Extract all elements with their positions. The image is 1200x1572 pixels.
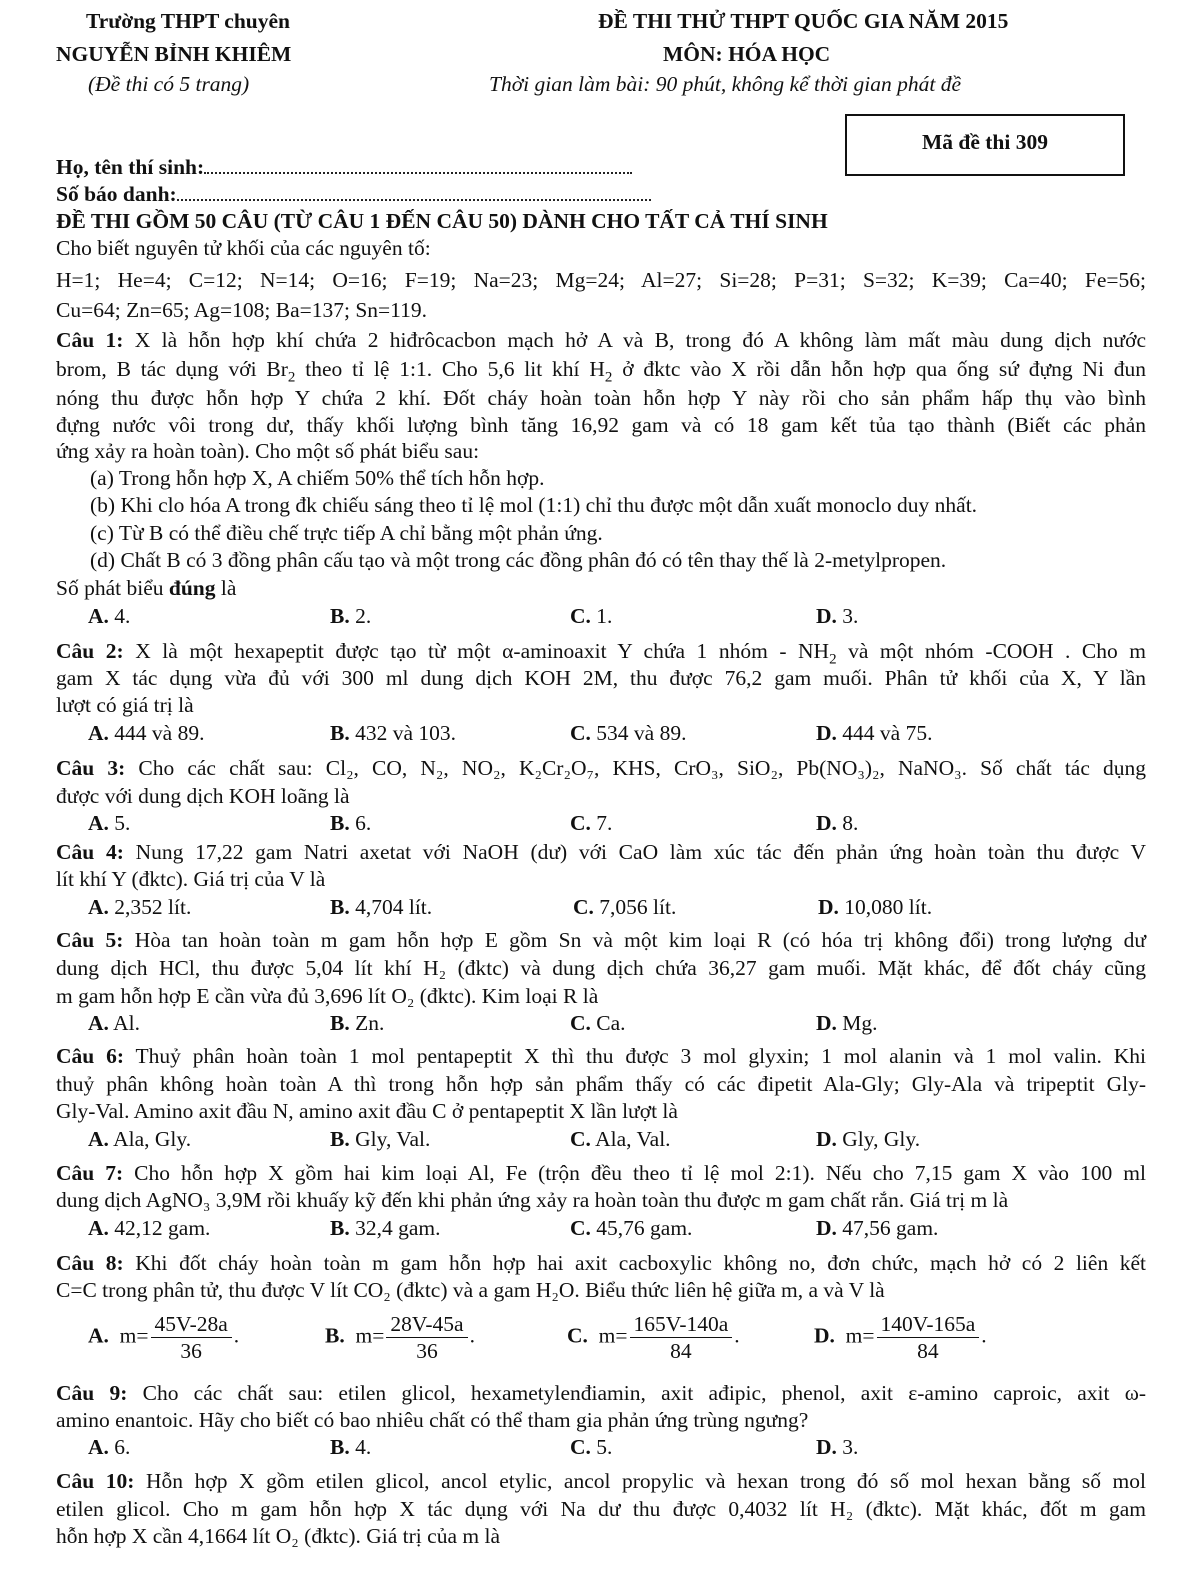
candidate-name-blank[interactable] — [204, 158, 632, 174]
option-text: 8. — [842, 811, 859, 835]
option-text: 444 và 89. — [114, 721, 205, 745]
candidate-id-label: Số báo danh: — [56, 182, 177, 206]
candidate-id-blank[interactable] — [177, 185, 651, 201]
formula-lhs: m= — [598, 1323, 628, 1348]
question-3-line2: được với dung dịch KOH loãng là — [56, 784, 350, 808]
option-text: Mg. — [842, 1011, 878, 1035]
option-text: Ala, Val. — [595, 1127, 671, 1151]
question-1-line2 — [56, 355, 1146, 384]
question-9-option-c[interactable] — [570, 1434, 612, 1460]
question-3-text1: Cho các chất sau: Cl₂, CO, N₂, NO₂, K₂Cr₂O₇, KHS, CrO₃, SiO₂, Pb(NO₃)₂, NaNO₃. Số chất tác dụng — [138, 756, 1147, 780]
option-text: Gly, Val. — [355, 1127, 431, 1151]
subscript: 2 — [287, 369, 296, 386]
option-text: 4,704 lít. — [355, 895, 433, 919]
question-1-statement-a: (a) Trong hỗn hợp X, A chiếm 50% thể tích hỗn hợp. — [90, 466, 545, 490]
formula-end: . — [469, 1323, 475, 1348]
option-letter: B. — [330, 1216, 350, 1240]
question-6-line1 — [56, 1042, 1146, 1071]
question-1-line4: đựng nước vôi trong dư, thấy khối lượng bình tăng 16,92 gam và có 18 gam kết tủa tạo thành (Biết các phản — [56, 413, 1146, 437]
candidate-id-row — [56, 181, 651, 207]
question-6-line2: thuỷ phân không hoàn toàn A thì trong hỗn hợp sản phẩm thấy có các đipetit Ala-Gly; Gly-Ala và tripeptit Gly- — [56, 1072, 1146, 1096]
option-text: 32,4 gam. — [355, 1216, 441, 1240]
option-text: 444 và 75. — [842, 721, 933, 745]
question-6-line3: Gly-Val. Amino axit đầu N, amino axit đầu C ở pentapeptit X lần lượt là — [56, 1099, 678, 1123]
question-1-text2b: theo tỉ lệ 1:1. Cho 5,6 lit khí H — [295, 357, 605, 381]
question-6-text1: Thuỷ phân hoàn toàn 1 mol pentapeptit X thì thu được 3 mol glyxin; 1 mol alanin và 1 mol valin. Khi — [135, 1044, 1146, 1068]
question-2-text1b: và một nhóm -COOH . Cho m — [836, 639, 1147, 663]
option-letter: B. — [330, 895, 350, 919]
question-1-ask — [56, 575, 236, 601]
question-3-option-c[interactable] — [570, 810, 612, 836]
question-7-option-c[interactable] — [570, 1215, 692, 1241]
question-1-line3: nóng thu được hỗn hợp Y chứa 2 khí. Đốt cháy hoàn toàn hỗn hợp Y này rồi cho sản phẩm hấp thụ vào bình — [56, 386, 1146, 410]
fraction-denominator: 84 — [670, 1339, 692, 1363]
question-5-option-a[interactable] — [88, 1010, 140, 1036]
formula-fraction — [151, 1311, 232, 1364]
formula-fraction — [386, 1311, 467, 1364]
question-1-line5: ứng xảy ra hoàn toàn). Cho một số phát biểu sau: — [56, 439, 480, 463]
question-7-option-d[interactable] — [816, 1215, 938, 1241]
fraction-denominator: 36 — [180, 1339, 202, 1363]
question-8-line2: C=C trong phân tử, thu được V lít CO₂ (đktc) và a gam H₂O. Biểu thức liên hệ giữa m, a và V là — [56, 1278, 885, 1302]
fraction-denominator: 36 — [416, 1339, 438, 1363]
option-text: 5. — [114, 811, 131, 835]
question-1-option-d[interactable] — [816, 603, 858, 629]
question-3-option-d[interactable] — [816, 810, 858, 836]
question-1-option-a[interactable] — [88, 603, 130, 629]
fraction-numerator: 45V-28a — [151, 1311, 232, 1338]
option-text: 7. — [596, 811, 613, 835]
formula-fraction — [630, 1311, 733, 1364]
question-1-line1 — [56, 326, 1146, 355]
formula-lhs: m= — [119, 1323, 149, 1348]
question-8-option-a[interactable] — [88, 1311, 239, 1364]
exam-code: Mã đề thi 309 — [921, 130, 1048, 154]
question-6-option-a[interactable] — [88, 1126, 191, 1152]
question-9-option-d[interactable] — [816, 1434, 858, 1460]
question-9-line1 — [56, 1379, 1146, 1408]
option-text: 3. — [842, 604, 859, 628]
pages-note: (Đề thi có 5 trang) — [88, 72, 250, 96]
option-letter: B. — [330, 604, 350, 628]
candidate-name-label: Họ, tên thí sinh: — [56, 155, 205, 179]
question-7-option-a[interactable] — [88, 1215, 210, 1241]
formula-fraction — [877, 1311, 980, 1364]
question-4-option-b[interactable] — [330, 894, 432, 920]
school-name-line2: NGUYỄN BỈNH KHIÊM — [56, 42, 292, 66]
option-text: 42,12 gam. — [114, 1216, 211, 1240]
question-1-statement-c: (c) Từ B có thể điều chế trực tiếp A chỉ bằng một phản ứng. — [90, 521, 603, 545]
option-text: Al. — [113, 1011, 140, 1035]
option-text: 534 và 89. — [596, 721, 687, 745]
question-10-line1 — [56, 1467, 1146, 1496]
option-letter: D. — [816, 721, 837, 745]
question-1-text1: X là hỗn hợp khí chứa 2 hiđrôcacbon mạch hở A và B, trong đó A không làm mất màu dung dịch nước — [134, 328, 1147, 352]
atomic-masses-line1: H=1; He=4; C=12; N=14; O=16; F=19; Na=23; Mg=24; Al=27; Si=28; P=31; S=32; K=39; Ca=40; Fe=56; — [56, 268, 1146, 292]
fraction-denominator: 84 — [917, 1339, 939, 1363]
option-letter: D. — [816, 604, 837, 628]
question-5-option-d[interactable] — [816, 1010, 878, 1036]
option-letter: A. — [88, 604, 109, 628]
exam-title: ĐỀ THI THỬ THPT QUỐC GIA NĂM 2015 — [598, 9, 1009, 33]
option-text: 10,080 lít. — [844, 895, 933, 919]
option-letter: A. — [88, 1127, 109, 1151]
question-9-label: Câu 9: — [56, 1381, 128, 1405]
question-2-option-b[interactable] — [330, 720, 456, 746]
option-text: 7,056 lít. — [599, 895, 677, 919]
question-5-line2: dung dịch HCl, thu được 5,04 lít khí H₂ (đktc) và dung dịch chứa 36,27 gam muối. Mặt khác, để đốt cháy cũng — [56, 956, 1146, 980]
question-3-line1 — [56, 754, 1146, 783]
option-text: Ca. — [596, 1011, 626, 1035]
option-letter: B. — [325, 1323, 345, 1348]
question-4-line2: lít khí Y (đktc). Giá trị của V là — [56, 867, 326, 891]
school-name-line1: Trường THPT chuyên — [86, 9, 291, 33]
formula-lhs: m= — [355, 1323, 385, 1348]
subscript: 2 — [829, 651, 837, 668]
option-letter: A. — [88, 1011, 109, 1035]
option-letter: C. — [570, 1435, 591, 1459]
question-2-option-c[interactable] — [570, 720, 686, 746]
question-9-line2: amino enantoic. Hãy cho biết có bao nhiêu chất có thể tham gia phản ứng trùng ngưng? — [56, 1408, 809, 1432]
question-1-ask-end: là — [215, 576, 237, 600]
exam-heading: ĐỀ THI GỒM 50 CÂU (TỪ CÂU 1 ĐẾN CÂU 50) DÀNH CHO TẤT CẢ THÍ SINH — [56, 209, 828, 233]
option-letter: D. — [814, 1323, 835, 1348]
option-letter: B. — [330, 1435, 350, 1459]
atomic-masses-line2: Cu=64; Zn=65; Ag=108; Ba=137; Sn=119. — [56, 298, 428, 322]
question-2-line1 — [56, 637, 1146, 666]
fraction-numerator: 28V-45a — [386, 1311, 467, 1338]
option-letter: C. — [567, 1323, 588, 1348]
option-letter: A. — [88, 1216, 109, 1240]
atomic-masses-intro: Cho biết nguyên tử khối của các nguyên tố: — [56, 236, 431, 260]
question-2-option-d[interactable] — [816, 720, 932, 746]
option-letter: C. — [570, 1216, 591, 1240]
question-8-text1: Khi đốt cháy hoàn toàn m gam hỗn hợp hai axit cacboxylic không no, đơn chức, mạch hở có 2 liên kết — [135, 1251, 1147, 1275]
question-8-option-d[interactable] — [814, 1311, 987, 1364]
question-4-option-a[interactable] — [88, 894, 191, 920]
option-letter: D. — [816, 1216, 837, 1240]
question-1-option-b[interactable] — [330, 603, 371, 629]
question-1-statement-d: (d) Chất B có 3 đồng phân cấu tạo và một trong các đồng phân đó có tên thay thế là 2-metylpropen. — [90, 548, 947, 572]
exam-code-box — [845, 114, 1125, 176]
question-6-option-b[interactable] — [330, 1126, 430, 1152]
question-10-line3: hỗn hợp X cần 4,1664 lít O₂ (đktc). Giá trị của m là — [56, 1524, 500, 1548]
formula-end: . — [734, 1323, 740, 1348]
option-letter: A. — [88, 721, 109, 745]
option-text: 5. — [596, 1435, 613, 1459]
option-letter: B. — [330, 1011, 350, 1035]
option-text: 3. — [842, 1435, 859, 1459]
option-text: 432 và 103. — [355, 721, 457, 745]
fraction-numerator: 165V-140a — [630, 1311, 733, 1338]
formula-lhs: m= — [845, 1323, 875, 1348]
question-7-line2: dung dịch AgNO₃ 3,9M rồi khuấy kỹ đến khi phản ứng xảy ra hoàn toàn thu được m gam chất rắn. Giá trị m là — [56, 1188, 1009, 1212]
question-1-statement-b: (b) Khi clo hóa A trong đk chiếu sáng theo tỉ lệ mol (1:1) chỉ thu được một dẫn xuất monoclo duy nhất. — [90, 493, 978, 517]
question-8-label: Câu 8: — [56, 1251, 124, 1275]
option-letter: B. — [330, 1127, 350, 1151]
question-2-line3: lượt có giá trị là — [56, 693, 194, 717]
question-6-option-d[interactable] — [816, 1126, 920, 1152]
question-3-option-a[interactable] — [88, 810, 130, 836]
question-9-option-a[interactable] — [88, 1434, 130, 1460]
option-letter: D. — [816, 1011, 837, 1035]
option-text: 2. — [355, 604, 372, 628]
option-text: 4. — [114, 604, 131, 628]
option-text: 47,56 gam. — [842, 1216, 939, 1240]
question-2-label: Câu 2: — [56, 639, 124, 663]
option-letter: A. — [88, 811, 109, 835]
option-text: Zn. — [355, 1011, 385, 1035]
option-text: Ala, Gly. — [113, 1127, 192, 1151]
option-text: 1. — [596, 604, 613, 628]
option-letter: D. — [816, 1127, 837, 1151]
question-6-label: Câu 6: — [56, 1044, 124, 1068]
option-letter: A. — [88, 895, 109, 919]
formula-end: . — [981, 1323, 987, 1348]
question-5-line1 — [56, 926, 1146, 955]
question-1-text2c: ở đktc vào X rồi dẫn hỗn hợp qua ống sứ đựng Ni đun — [612, 357, 1147, 381]
question-2-line2: gam X tác dụng vừa đủ với 300 ml dung dịch KOH 2M, thu được 76,2 gam muối. Phân tử khối của X, Y lần — [56, 666, 1146, 690]
fraction-numerator: 140V-165a — [877, 1311, 980, 1338]
option-text: 4. — [355, 1435, 372, 1459]
candidate-name-row — [56, 154, 632, 180]
question-10-label: Câu 10: — [56, 1469, 135, 1493]
option-letter: D. — [818, 895, 839, 919]
question-4-option-c[interactable] — [573, 894, 676, 920]
option-letter: C. — [570, 721, 591, 745]
subject-title: MÔN: HÓA HỌC — [663, 42, 831, 66]
formula-end: . — [233, 1323, 240, 1348]
question-9-option-b[interactable] — [330, 1434, 371, 1460]
question-8-option-b[interactable] — [325, 1311, 475, 1364]
option-letter: C. — [570, 1011, 591, 1035]
question-7-text1: Cho hỗn hợp X gồm hai kim loại Al, Fe (trộn đều theo tỉ lệ mol 2:1). Nếu cho 7,15 gam X vào 100 ml — [134, 1161, 1146, 1185]
option-text: 45,76 gam. — [596, 1216, 693, 1240]
question-10-text1: Hỗn hợp X gồm etilen glicol, ancol etylic, ancol propylic và hexan trong đó số mol hexan bằng số mol — [146, 1469, 1146, 1493]
question-3-label: Câu 3: — [56, 756, 126, 780]
question-4-line1 — [56, 838, 1146, 867]
question-4-option-d[interactable] — [818, 894, 932, 920]
option-letter: C. — [573, 895, 594, 919]
option-letter: D. — [816, 811, 837, 835]
subscript: 2 — [604, 369, 613, 386]
question-7-option-b[interactable] — [330, 1215, 441, 1241]
question-1-option-c[interactable] — [570, 603, 612, 629]
option-letter: A. — [88, 1323, 109, 1348]
question-5-option-b[interactable] — [330, 1010, 384, 1036]
question-1-ask-bold: đúng — [168, 576, 216, 600]
question-8-line1 — [56, 1249, 1146, 1278]
question-3-option-b[interactable] — [330, 810, 371, 836]
option-letter: A. — [88, 1435, 109, 1459]
option-letter: C. — [570, 811, 591, 835]
option-letter: C. — [570, 604, 591, 628]
question-4-label: Câu 4: — [56, 840, 124, 864]
option-text: Gly, Gly. — [842, 1127, 921, 1151]
question-4-text1: Nung 17,22 gam Natri axetat với NaOH (dư) với CaO làm xúc tác đến phản ứng hoàn toàn thu được V — [135, 840, 1146, 864]
option-letter: B. — [330, 811, 350, 835]
question-1-ask-text: Số phát biểu — [56, 576, 169, 600]
question-5-line3: m gam hỗn hợp E cần vừa đủ 3,696 lít O₂ (đktc). Kim loại R là — [56, 984, 599, 1008]
question-5-text1: Hòa tan hoàn toàn m gam hỗn hợp E gồm Sn và một kim loại R (có hóa trị không đổi) trong lượng dư — [134, 928, 1146, 952]
option-text: 6. — [355, 811, 372, 835]
question-10-line2: etilen glicol. Cho m gam hỗn hợp X tác dụng với Na dư thu được 0,4032 lít H₂ (đktc). Mặt khác, đốt m gam — [56, 1497, 1146, 1521]
question-1-text2a: brom, B tác dụng với Br — [56, 357, 288, 381]
question-5-option-c[interactable] — [570, 1010, 626, 1036]
question-7-line1 — [56, 1159, 1146, 1188]
option-letter: B. — [330, 721, 350, 745]
option-letter: D. — [816, 1435, 837, 1459]
question-8-option-c[interactable] — [567, 1311, 740, 1364]
option-text: 2,352 lít. — [114, 895, 192, 919]
question-5-label: Câu 5: — [56, 928, 124, 952]
question-6-option-c[interactable] — [570, 1126, 671, 1152]
question-2-option-a[interactable] — [88, 720, 204, 746]
time-note: Thời gian làm bài: 90 phút, không kể thời gian phát đề — [489, 72, 962, 96]
option-letter: C. — [570, 1127, 591, 1151]
option-text: 6. — [114, 1435, 131, 1459]
question-2-text1a: X là một hexapeptit được tạo từ một α-aminoaxit Y chứa 1 nhóm - NH — [135, 639, 830, 663]
question-1-label: Câu 1: — [56, 328, 124, 352]
question-7-label: Câu 7: — [56, 1161, 124, 1185]
question-9-text1: Cho các chất sau: etilen glicol, hexametylenđiamin, axit ađipic, phenol, axit ε-amino caproic, axit ω- — [142, 1381, 1147, 1405]
